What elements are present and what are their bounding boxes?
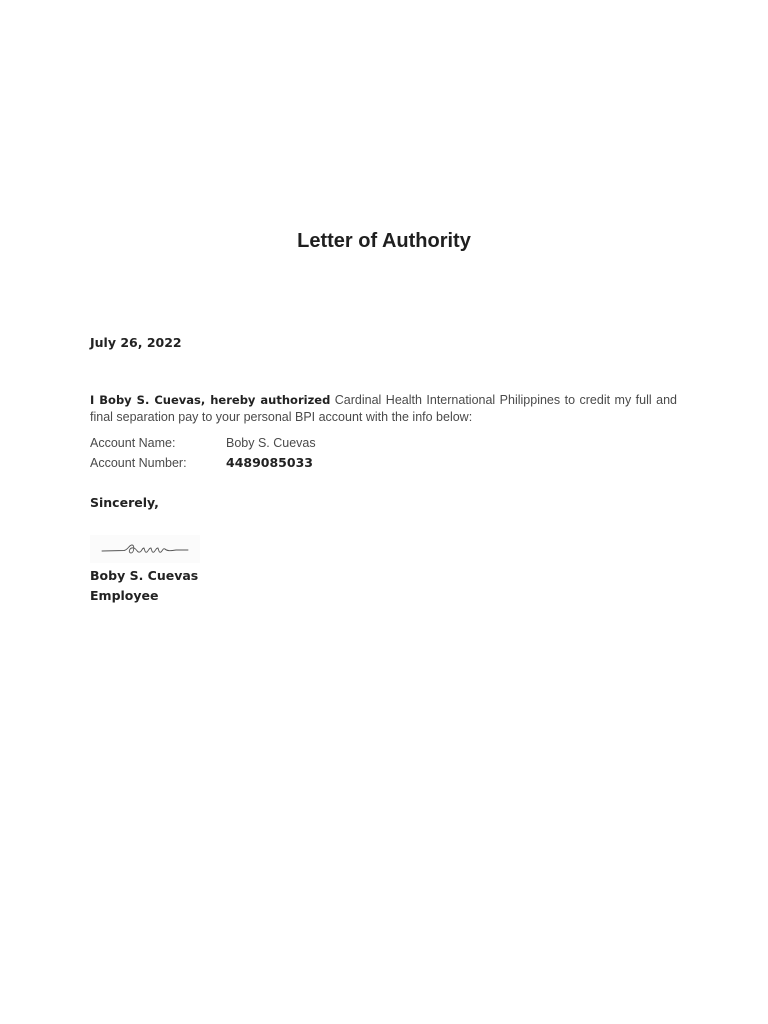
account-name-row [90, 436, 316, 450]
account-name-label: Account Name: [90, 436, 176, 450]
account-name-value: Boby S. Cuevas [226, 436, 316, 450]
signer-name: Boby S. Cuevas [90, 568, 199, 583]
letter-body [90, 392, 677, 426]
signer-block [90, 566, 198, 606]
letter-date: July 26, 2022 [90, 335, 182, 350]
letter-closing: Sincerely, [90, 495, 159, 510]
signature-image [90, 535, 200, 563]
letter-lead: I Boby S. Cuevas, hereby authorized [90, 393, 331, 407]
account-number-value: 4489085033 [226, 455, 313, 470]
letter-body-text: Cardinal Health International Philippines to credit my full and final separation pay to your personal BPI account with the info below: [90, 393, 677, 424]
signer-title: Employee [90, 588, 159, 603]
account-number-label: Account Number: [90, 456, 187, 470]
letter-title: Letter of Authority [297, 230, 471, 252]
account-number-row [90, 455, 313, 470]
